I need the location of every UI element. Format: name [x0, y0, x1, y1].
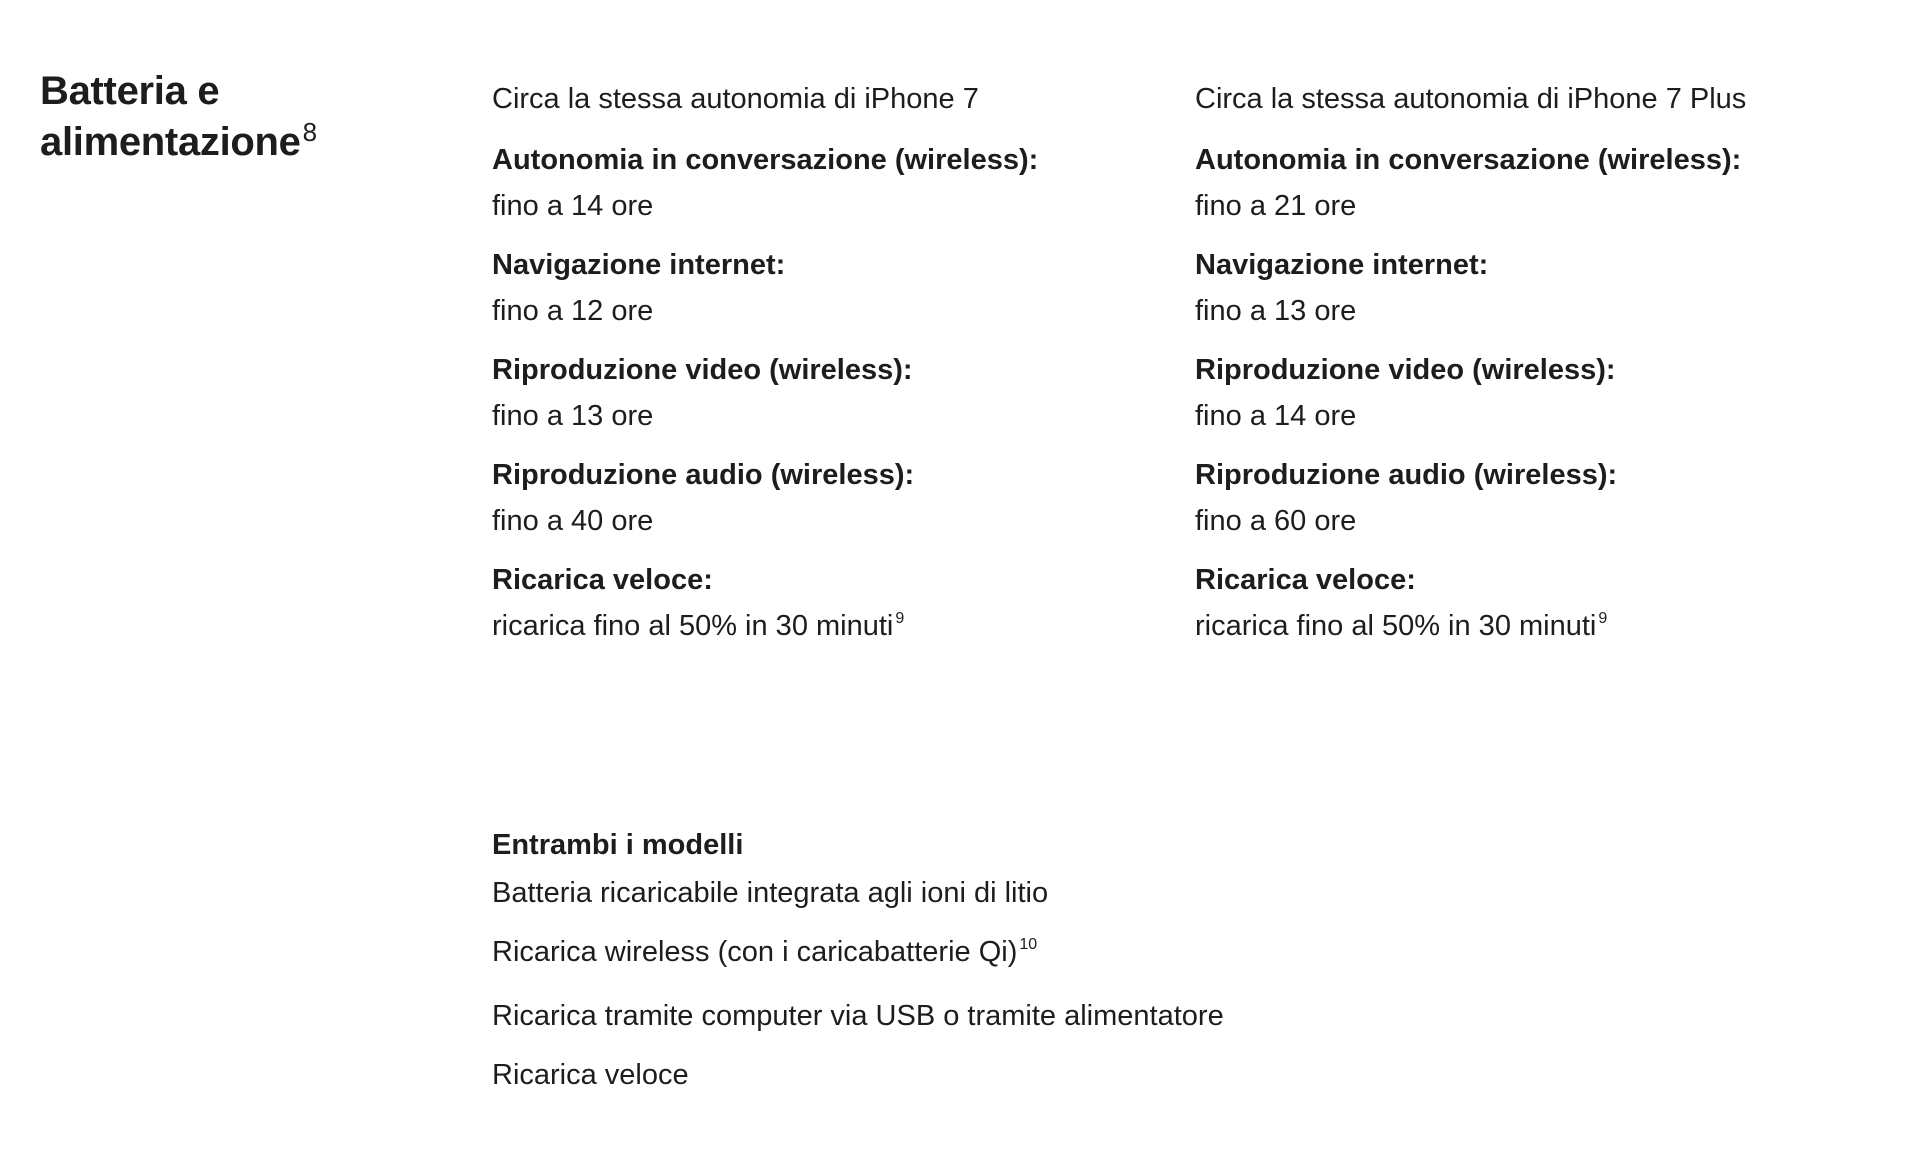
spec-value: ricarica fino al 50% in 30 minuti — [492, 610, 894, 642]
section-title-text: alimentazione — [40, 120, 301, 164]
spec-audio — [1195, 452, 1835, 544]
column-iphone-8-plus — [1195, 78, 1835, 667]
section-title-footnote[interactable]: 8 — [302, 117, 317, 147]
column-intro: Circa la stessa autonomia di iPhone 7 Plus — [1195, 83, 1747, 115]
section-title — [40, 66, 317, 172]
list-item — [492, 1052, 1392, 1098]
footnote-link[interactable]: 9 — [1598, 610, 1608, 627]
list-item-text: Batteria ricaricabile integrata agli ioni di litio — [492, 877, 1049, 909]
spec-label: Riproduzione audio (wireless): — [492, 459, 915, 491]
both-models-title: Entrambi i modelli — [492, 829, 744, 861]
spec-value: fino a 12 ore — [492, 295, 654, 327]
spec-value: fino a 21 ore — [1195, 190, 1357, 222]
spec-video — [1195, 347, 1835, 439]
footnote-link[interactable]: 10 — [1019, 936, 1038, 953]
list-item-text: Ricarica wireless (con i caricabatterie Qi) — [492, 936, 1018, 968]
spec-label: Riproduzione audio (wireless): — [1195, 459, 1618, 491]
spec-internet — [492, 242, 1132, 334]
spec-value-wrap — [1195, 603, 1835, 654]
both-models-list — [492, 870, 1392, 1098]
spec-label: Riproduzione video (wireless): — [492, 354, 913, 386]
both-models-section — [492, 822, 1392, 1111]
spec-value: fino a 13 ore — [492, 400, 654, 432]
list-item — [492, 993, 1392, 1039]
spec-label: Riproduzione video (wireless): — [1195, 354, 1616, 386]
spec-label: Navigazione internet: — [1195, 249, 1489, 281]
spec-label: Navigazione internet: — [492, 249, 786, 281]
spec-internet — [1195, 242, 1835, 334]
spec-value: fino a 60 ore — [1195, 505, 1357, 537]
spec-value: fino a 14 ore — [1195, 400, 1357, 432]
spec-label: Autonomia in conversazione (wireless): — [492, 144, 1039, 176]
spec-value: fino a 13 ore — [1195, 295, 1357, 327]
spec-talk-time — [1195, 137, 1835, 229]
footnote-link[interactable]: 9 — [895, 610, 905, 627]
column-iphone-8 — [492, 78, 1132, 667]
spec-talk-time — [492, 137, 1132, 229]
column-intro: Circa la stessa autonomia di iPhone 7 — [492, 83, 979, 115]
spec-fast-charge — [492, 557, 1132, 654]
spec-value: fino a 14 ore — [492, 190, 654, 222]
section-title-line2 — [40, 117, 317, 172]
list-item — [492, 929, 1392, 980]
list-item — [492, 870, 1392, 916]
list-item-text: Ricarica tramite computer via USB o tramite alimentatore — [492, 1000, 1224, 1032]
spec-label: Ricarica veloce: — [1195, 564, 1416, 596]
spec-fast-charge — [1195, 557, 1835, 654]
spec-value-wrap — [492, 603, 1132, 654]
spec-label: Ricarica veloce: — [492, 564, 713, 596]
spec-audio — [492, 452, 1132, 544]
spec-value: fino a 40 ore — [492, 505, 654, 537]
section-title-line1: Batteria e — [40, 69, 220, 113]
list-item-text: Ricarica veloce — [492, 1059, 689, 1091]
spec-video — [492, 347, 1132, 439]
spec-label: Autonomia in conversazione (wireless): — [1195, 144, 1742, 176]
spec-value: ricarica fino al 50% in 30 minuti — [1195, 610, 1597, 642]
